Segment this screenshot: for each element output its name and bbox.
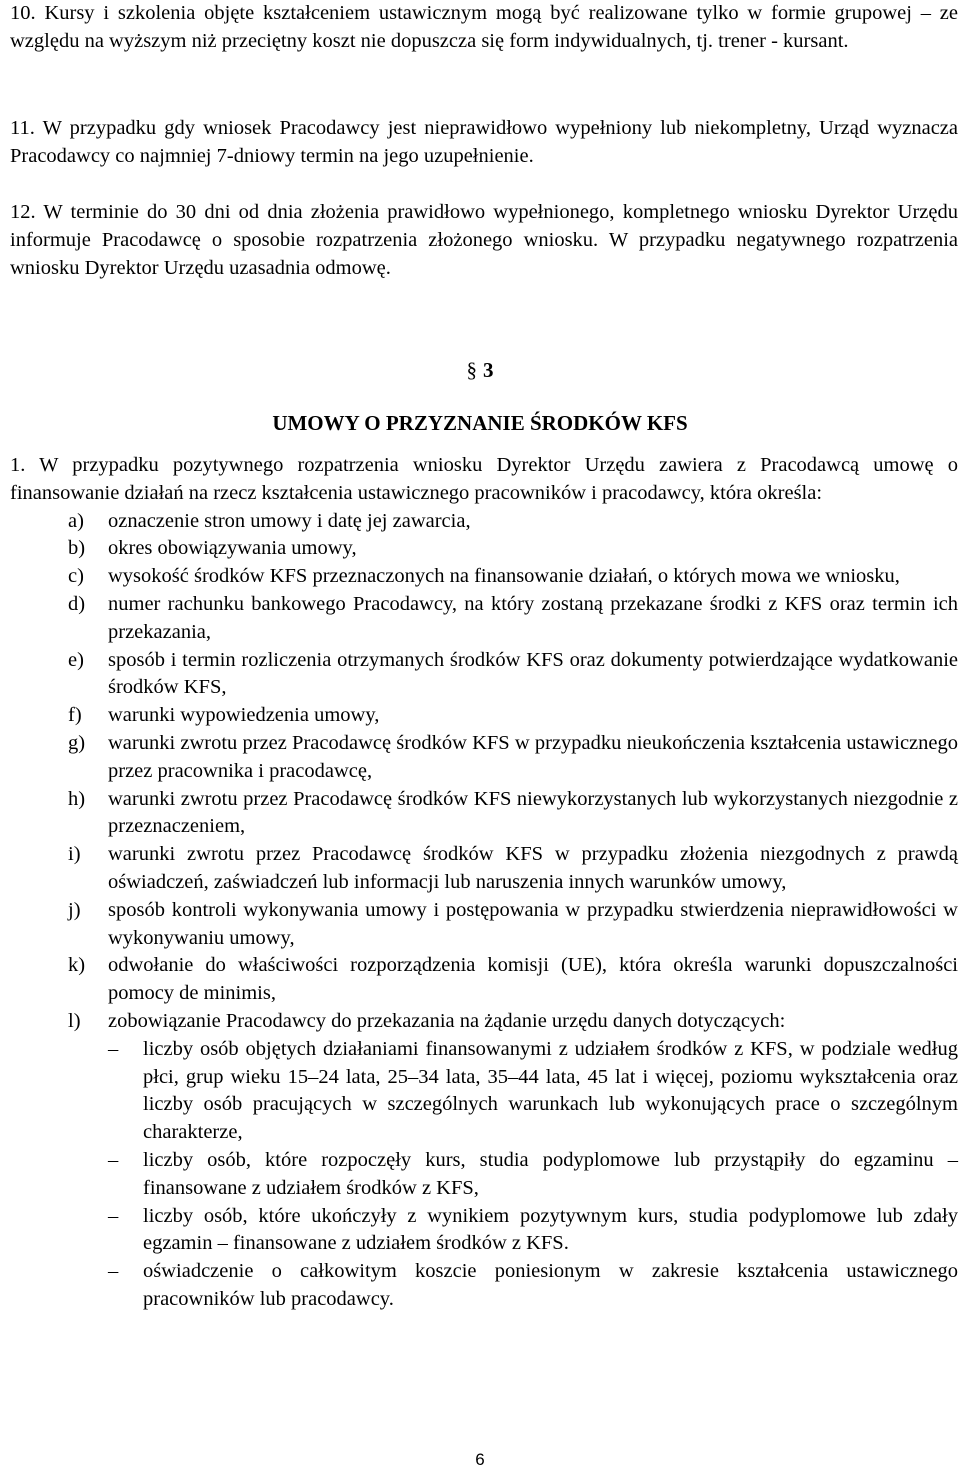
section-3-paragraph-1 xyxy=(10,452,958,1314)
paragraph-text: W terminie do 30 dni od dnia złożenia prawidłowo wypełnionego, kompletnego wniosku Dyrektor Urzędu informuje Pracodawcę o sposobie rozpatrzenia złożonego wniosku. W przypadku negatywnego rozpatrzenia wniosku Dyrektor Urzędu uzasadnia odmowę. xyxy=(10,201,958,279)
list-item-text: numer rachunku bankowego Pracodawcy, na który zostaną przekazane środki z KFS oraz termin ich przekazania, xyxy=(108,592,958,643)
dash-list-item-text: liczby osób, które rozpoczęły kurs, studia podyplomowe lub przystąpiły do egzaminu – finansowane z udziałem środków z KFS, xyxy=(143,1148,958,1199)
list-item-text: odwołanie do właściwości rozporządzenia komisji (UE), która określa warunki dopuszczalności pomocy de minimis, xyxy=(108,954,958,1005)
dash-list-item-text: liczby osób, które ukończyły z wynikiem pozytywnym kurs, studia podyplomowe lub zdały egzamin – finansowane z udziałem środków z KFS. xyxy=(143,1204,958,1255)
paragraph-number: 11. xyxy=(10,117,35,139)
list-item-label: h) xyxy=(68,787,86,810)
paragraph-text: W przypadku gdy wniosek Pracodawcy jest nieprawidłowo wypełniony lub niekompletny, Urząd wyznacza Pracodawcy co najmniej 7-dniowy termin na jego uzupełnienie. xyxy=(10,117,958,167)
list-item xyxy=(10,897,958,953)
section-title: UMOWY O PRZYZNANIE ŚRODKÓW KFS xyxy=(272,411,688,435)
enumerated-list xyxy=(10,508,958,1036)
list-item-text: warunki wypowiedzenia umowy, xyxy=(108,704,380,727)
list-item-label: f) xyxy=(68,704,82,727)
paragraph-12 xyxy=(10,199,958,282)
list-item xyxy=(10,730,958,786)
dash-bullet: – xyxy=(108,1037,119,1060)
section-heading-number xyxy=(0,357,960,385)
paragraph-number: 10. xyxy=(10,2,36,24)
page-number: 6 xyxy=(475,1450,485,1469)
list-item xyxy=(10,508,958,536)
dash-bullet: – xyxy=(108,1204,119,1227)
dash-list-item-text: oświadczenie o całkowitym koszcie poniesionym w zakresie kształcenia ustawicznego pracowników lub pracodawcy. xyxy=(143,1260,958,1310)
list-item-text: sposób i termin rozliczenia otrzymanych środków KFS oraz dokumenty potwierdzające wydatkowanie środków KFS, xyxy=(108,648,958,699)
list-item-label: k) xyxy=(68,954,86,977)
list-item xyxy=(10,1008,958,1036)
list-item-text: warunki zwrotu przez Pracodawcę środków KFS w przypadku złożenia niezgodnych z prawdą oświadczeń, zaświadczeń lub informacji lub naruszenia innych warunków umowy, xyxy=(108,843,958,893)
list-item xyxy=(10,591,958,647)
section-symbol: § xyxy=(466,358,477,382)
list-item-label: a) xyxy=(68,509,84,532)
paragraph-text: Kursy i szkolenia objęte kształceniem ustawicznym mogą być realizowane tylko w formie grupowej – ze względu na wyższym niż przeciętny koszt nie dopuszcza się form indywidualnych, tj. trener - kursant. xyxy=(10,2,959,52)
list-item xyxy=(10,952,958,1008)
list-item-label: l) xyxy=(68,1009,81,1032)
list-item xyxy=(10,786,958,842)
list-item-label: b) xyxy=(68,537,86,560)
list-item-label: i) xyxy=(68,843,81,866)
paragraph-11 xyxy=(10,115,958,171)
dash-list-item-text: liczby osób objętych działaniami finansowanymi z udziałem środków z KFS, w podziale według płci, grup wieku 15–24 lata, 25–34 lata, 35–44 lata, 45 lat i więcej, poziomu wykształcenia oraz liczby osób pracujących w szczególnych warunkach lub wykonujących prace o szczególnym charakterze, xyxy=(143,1037,958,1144)
list-item xyxy=(10,563,958,591)
list-item-label: e) xyxy=(68,648,84,671)
list-item-text: oznaczenie stron umowy i datę jej zawarcia, xyxy=(108,509,471,532)
list-item-text: okres obowiązywania umowy, xyxy=(108,537,357,560)
dash-list-item xyxy=(10,1258,958,1314)
list-item-label: c) xyxy=(68,565,84,588)
paragraph-10 xyxy=(10,0,958,56)
paragraph-intro xyxy=(10,452,958,508)
list-item xyxy=(10,647,958,703)
paragraph-number: 1. xyxy=(10,454,26,476)
dash-bullet: – xyxy=(108,1148,119,1171)
list-item-text: warunki zwrotu przez Pracodawcę środków KFS w przypadku nieukończenia kształcenia ustawicznego przez pracownika i pracodawcę, xyxy=(108,731,958,782)
list-item-text: wysokość środków KFS przeznaczonych na finansowanie działań, o których mowa we wniosku, xyxy=(108,565,900,588)
dash-list xyxy=(10,1036,958,1314)
list-item-text: sposób kontroli wykonywania umowy i postępowania w przypadku stwierdzenia nieprawidłowości w wykonywaniu umowy, xyxy=(108,898,958,949)
list-item xyxy=(10,841,958,897)
list-item xyxy=(10,535,958,563)
dash-list-item xyxy=(10,1203,958,1259)
list-item xyxy=(10,702,958,730)
list-item-label: d) xyxy=(68,592,86,615)
list-item-label: g) xyxy=(68,731,86,754)
dash-bullet: – xyxy=(108,1260,119,1283)
list-item-label: j) xyxy=(68,898,81,921)
paragraph-text: W przypadku pozytywnego rozpatrzenia wniosku Dyrektor Urzędu zawiera z Pracodawcą umowę o finansowanie działań na rzecz kształcenia ustawicznego pracowników i pracodawcy, która określa: xyxy=(10,454,958,504)
dash-list-item xyxy=(10,1147,958,1203)
list-item-text: zobowiązanie Pracodawcy do przekazania na żądanie urzędu danych dotyczących: xyxy=(108,1009,786,1032)
list-item-text: warunki zwrotu przez Pracodawcę środków KFS niewykorzystanych lub wykorzystanych niezgodnie z przeznaczeniem, xyxy=(108,787,958,838)
paragraph-number: 12. xyxy=(10,201,36,223)
dash-list-item xyxy=(10,1036,958,1147)
section-number: 3 xyxy=(483,358,494,382)
